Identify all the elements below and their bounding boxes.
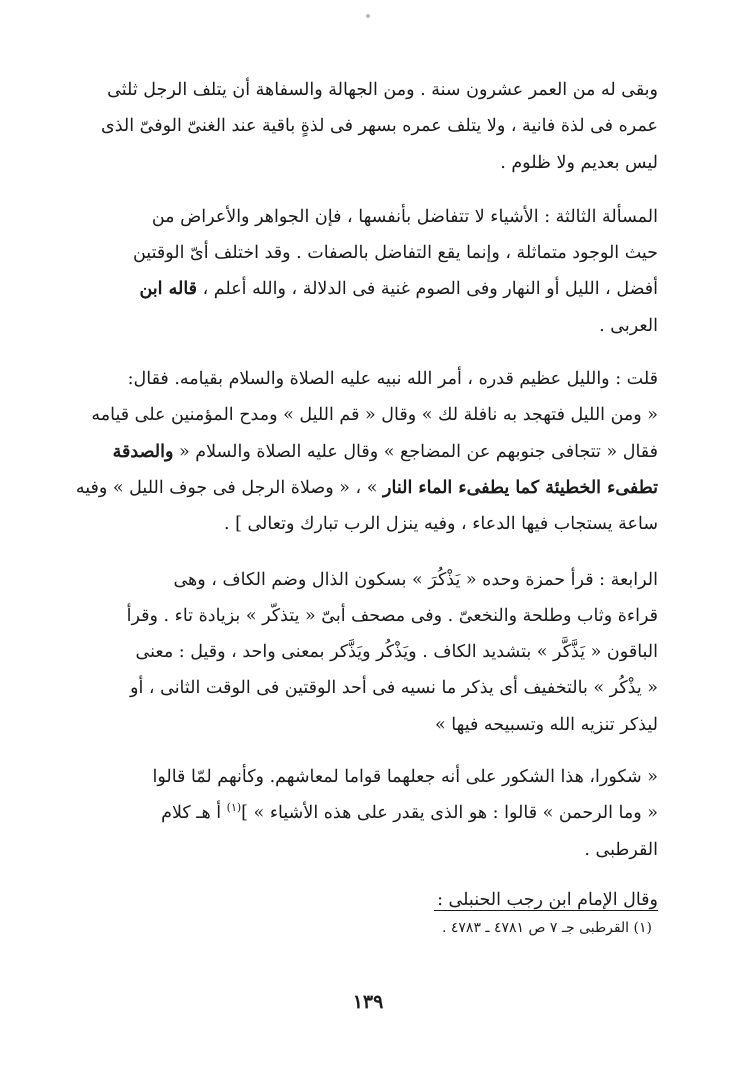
text-line: الرابعة : قرأ حمزة وحده « يَذْكُرَ » بسكون الذال وضم الكاف ، وهى [173, 569, 658, 590]
footnote-marker[interactable]: (١) [226, 801, 242, 815]
text-line: حيث الوجود متماثلة ، وإنما يقع التفاضل بالصفات . وقد اختلف أىّ الوقتين [132, 243, 658, 264]
text-line: الباقون « يَذَّكَّر » بتشديد الكاف . ويَذْكُر ويَذَّكر بمعنى واحد ، وقيل : معنى [135, 642, 658, 663]
paragraph-2 [72, 199, 658, 344]
attribution-bold: قاله ابن [139, 279, 198, 300]
paragraph-1 [72, 72, 658, 181]
text-line: ليس بعديم ولا ظلوم . [500, 152, 658, 173]
paragraph-5 [72, 759, 658, 868]
text-line: المسألة الثالثة : الأشياء لا تتفاضل بأنفسها ، فإن الجواهر والأعراض من [151, 206, 658, 227]
text-segment: « وما الرحمن » قالوا : هو الذى يقدر على هذه الأشياء » ] [241, 803, 658, 824]
text-line: قلت : والليل عظيم قدره ، أمر الله نبيه عليه الصلاة والسلام بقيامه. فقال: [127, 369, 658, 390]
hadith-bold: تطفىء الخطيئة كما يطفىء الماء النار [383, 477, 658, 498]
text-line: « شكورا، هذا الشكور على أنه جعلهما قواما لمعاشهم. وكأنهم لمّا قالوا [152, 767, 658, 788]
text-segment: » ، « وصلاة الرجل فى جوف الليل » وفيه [75, 477, 384, 498]
text-line: القرطبى . [584, 839, 658, 860]
hadith-bold: والصدقة [112, 441, 174, 462]
text-line: عمره فى لذة فانية ، ولا يتلف عمره بسهر فى لذةٍ باقية عند الغنىّ الوفىّ الذى [101, 116, 658, 137]
text-segment: أفضل ، الليل أو النهار وفى الصوم غنية فى الدلالة ، والله أعلم ، [197, 279, 658, 300]
text-line: « يذْكُر » بالتخفيف أى يذكر ما نسيه فى أحد الوقتين فى الوقت الثانى ، أو [130, 678, 658, 699]
footnote-divider [434, 910, 658, 911]
text-segment: فقال « تتجافى جنوبهم عن المضاجع » وقال عليه الصلاة والسلام « [173, 441, 658, 462]
text-line: وقال الإمام ابن رجب الحنبلى : [437, 889, 658, 910]
paragraph-3 [72, 361, 658, 542]
text-line: ليذكر تنزيه الله وتسبيحه فيها » [435, 714, 658, 735]
text-line [72, 795, 658, 831]
text-line: « ومن الليل فتهجد به نافلة لك » وقال « قم الليل » ومدح المؤمنين على قيامه [91, 405, 658, 426]
paragraph-6 [72, 882, 658, 918]
main-text [72, 72, 658, 918]
text-segment: أ هـ كلام [161, 803, 227, 824]
scan-dot [366, 14, 370, 18]
page-number: ١٣٩ [352, 991, 384, 1013]
text-line [72, 271, 658, 307]
text-line: قراءة وثاب وطلحة والنخعىّ . وفى مصحف أبىّ « يتذكّر » بزيادة تاء . وقرأ [126, 605, 658, 626]
text-line: ساعة يستجاب فيها الدعاء ، وفيه ينزل الرب تبارك وتعالى ] . [223, 514, 658, 535]
text-line: العربى . [599, 315, 658, 336]
text-line [72, 434, 658, 470]
text-line [72, 470, 658, 506]
text-line: وبقى له من العمر عشرون سنة . ومن الجهالة والسفاهة أن يتلف الرجل ثلثى [107, 80, 658, 100]
paragraph-4 [72, 562, 658, 743]
footnote: (١) القرطبى جـ ٧ ص ٤٧٨١ ـ ٤٧٨٣ . [441, 920, 652, 936]
